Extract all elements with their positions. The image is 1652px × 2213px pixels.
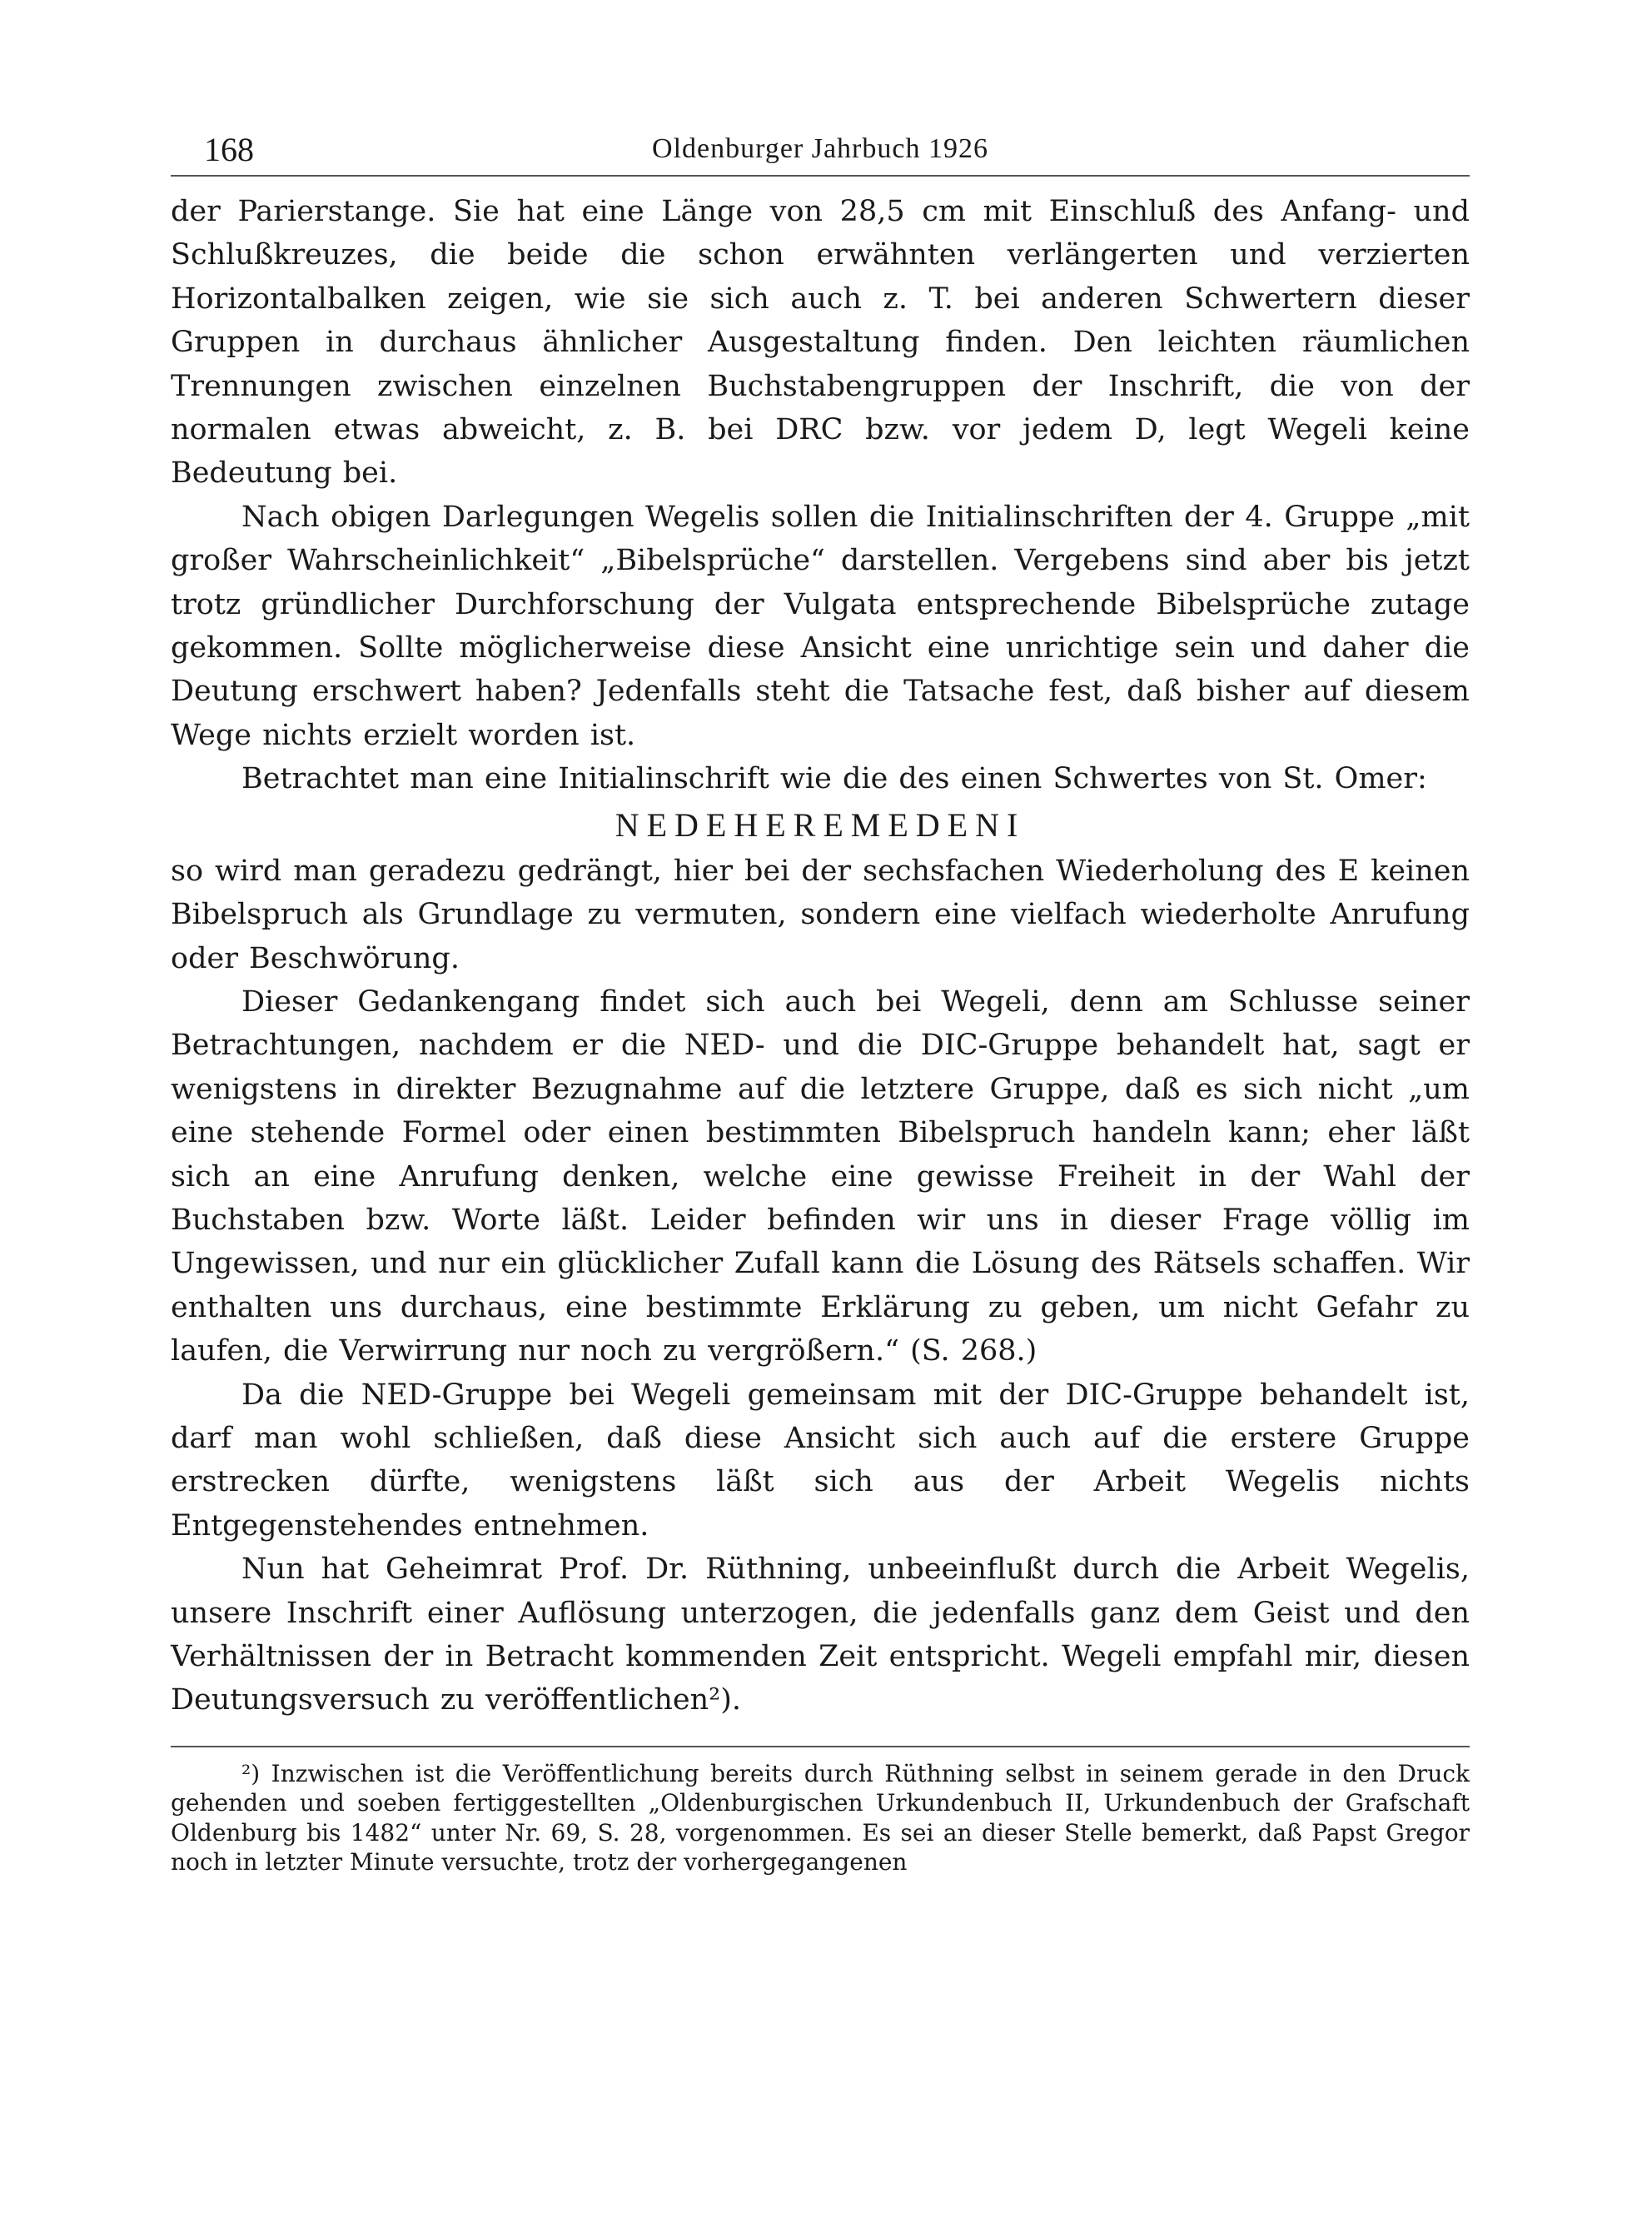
sword-inscription: NEDEHEREMEDENI — [615, 805, 1026, 844]
body-text — [171, 190, 1470, 1722]
paragraph-6: Da die NED-Gruppe bei Wegeli gemeinsam mit der DIC-Gruppe behandelt ist, darf man wohl schließen, daß diese Ansicht sich auch auf die erstere Gruppe erstrecken dürfte, wenigstens läßt sich aus der Arbeit Wegelis nichts Entgegenstehendes entnehmen. — [171, 1378, 1470, 1543]
paragraph-3: Betrachtet man eine Initialinschrift wie die des einen Schwertes von St. Omer: — [241, 762, 1427, 796]
paragraph-4: so wird man geradezu gedrängt, hier bei der sechsfachen Wiederholung des E keinen Bibelspruch als Grundlage zu vermuten, sondern eine vielfach wiederholte Anrufung oder Beschwörung. — [171, 854, 1470, 975]
paragraph-2: Nach obigen Darlegungen Wegelis sollen die Initialinschriften der 4. Gruppe „mit großer Wahrscheinlichkeit“ „Bibelsprüche“ darstellen. Vergebens sind aber bis jetzt trotz gründlicher Durchforschung der Vulgata entsprechende Bibelsprüche zutage gekommen. Sollte möglicherweise diese Ansicht eine unrichtige sein und daher die Deutung erschwert haben? Jedenfalls steht die Tatsache fest, daß bisher auf diesem Wege nichts erzielt worden ist. — [171, 500, 1470, 752]
paragraph-1: der Parierstange. Sie hat eine Länge von 28,5 cm mit Einschluß des Anfang- und Schlußkreuzes, die beide die schon erwähnten verlängerten und verzierten Horizontalbalken zeigen, wie sie sich auch z. T. bei anderen Schwertern dieser Gruppen in durchaus ähnlicher Ausgestaltung finden. Den leichten räumlichen Trennungen zwischen einzelnen Buchstabengruppen der Inschrift, die von der normalen etwas abweicht, z. B. bei DRC bzw. vor jedem D, legt Wegeli keine Bedeutung bei. — [171, 195, 1470, 491]
running-title: Oldenburger Jahrbuch 1926 — [652, 133, 988, 164]
footnote-divider — [171, 1746, 1470, 1747]
page-header — [171, 125, 1470, 177]
paragraph-7: Nun hat Geheimrat Prof. Dr. Rüthning, unbeeinflußt durch die Arbeit Wegelis, unsere Inschrift einer Auflösung unterzogen, die jedenfalls ganz dem Geist und den Verhältnissen der in Betracht kommenden Zeit entspricht. Wegeli empfahl mir, diesen Deutungsversuch zu veröffentlichen²). — [171, 1553, 1470, 1717]
paragraph-5: Dieser Gedankengang findet sich auch bei Wegeli, denn am Schlusse seiner Betrachtungen, nachdem er die NED- und die DIC-Gruppe behandelt hat, sagt er wenigstens in direkter Bezugnahme auf die letztere Gruppe, daß es sich nicht „um eine stehende Formel oder einen bestimmten Bibelspruch handeln kann; eher läßt sich an eine Anrufung denken, welche eine gewisse Freiheit in der Wahl der Buchstaben bzw. Worte läßt. Leider befinden wir uns in dieser Frage völlig im Ungewissen, und nur ein glücklicher Zufall kann die Lösung des Rätsels schaffen. Wir enthalten uns durchaus, eine bestimmte Erklärung zu geben, um nicht Gefahr zu laufen, die Verwirrung nur noch zu vergrößern.“ (S. 268.) — [171, 984, 1470, 1368]
footnote-2: ²) Inzwischen ist die Veröffentlichung bereits durch Rüthning selbst in seinem gerade in den Druck gehenden und soeben fertiggestellten „Oldenburgischen Urkundenbuch II, Urkundenbuch der Grafschaft Oldenburg bis 1482“ unter Nr. 69, S. 28, vorgenommen. Es sei an dieser Stelle bemerkt, daß Papst Gregor noch in letzter Minute versuchte, trotz der vorhergegangenen — [171, 1759, 1470, 1877]
document-page — [171, 125, 1470, 1877]
page-number: 168 — [204, 131, 254, 168]
